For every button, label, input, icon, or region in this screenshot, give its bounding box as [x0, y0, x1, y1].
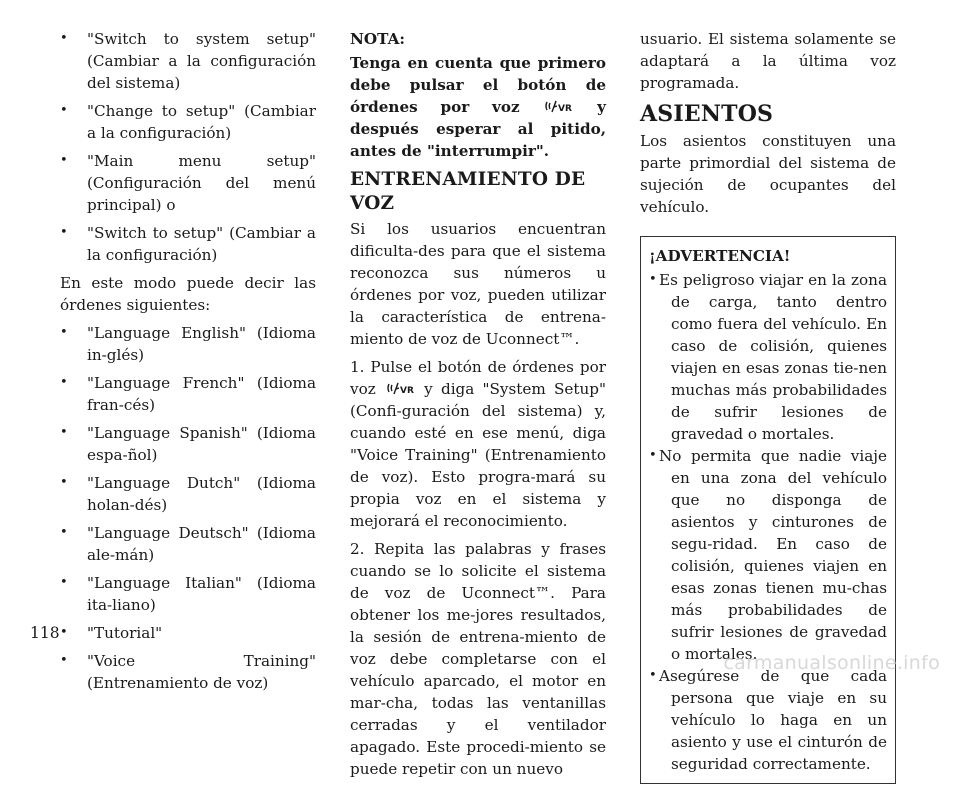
svg-text:VR: VR [558, 104, 573, 114]
list-item: • "Main menu setup" (Configuración del menú principal) o [60, 150, 316, 216]
list-item: • "Language French" (Idioma fran-cés) [60, 372, 316, 416]
step-1-part2: y diga "System Setup" (Confi-guración del sistema) y, cuando esté en ese menú, diga "Voice Training" (Entrenamiento de voz). Esto progra-mará su propia voz en el sistema y mejorará el reconocimiento. [350, 380, 606, 530]
list-item: • "Language Deutsch" (Idioma ale-mán) [60, 522, 316, 566]
note-text-part1: Tenga en cuenta que primero debe pulsar el botón de órdenes por voz [350, 54, 606, 116]
list-item: • "Switch to setup" (Cambiar a la configuración) [60, 222, 316, 266]
list-item: • "Change to setup" (Cambiar a la configuración) [60, 100, 316, 144]
list-item: • "Language Spanish" (Idioma espa-ñol) [60, 422, 316, 466]
warning-title: ¡ADVERTENCIA! [649, 247, 791, 265]
warning-box [640, 236, 896, 784]
voice-training-intro: Si los usuarios encuentran dificulta-des para que el sistema reconozca sus números u órdenes por voz, pueden utilizar la característica de entrena-miento de voz de Uconnect™. [350, 220, 606, 348]
note-title: NOTA: [350, 30, 405, 48]
list-item: • No permita que nadie viaje en una zona del vehículo que no disponga de asientos y cinturones de segu-ridad. En caso de colisión, quienes viajen en esas zonas tienen mu-chas más probabilidades de sufrir lesiones de gravedad o mortales. [649, 445, 887, 665]
step-1 [350, 356, 606, 532]
continuation-text: usuario. El sistema solamente se adaptará a la última voz programada. [640, 30, 896, 92]
list-item: • "Tutorial" [60, 622, 316, 644]
watermark: carmanualsonline.info [723, 652, 940, 674]
column-middle [350, 28, 606, 786]
voice-recognition-icon [386, 380, 414, 396]
commands-intro: En este modo puede decir las órdenes siguientes: [60, 274, 316, 314]
warning-list [649, 269, 887, 775]
list-item: • Asegúrese de que cada persona que viaje en su vehículo lo haga en un asiento y use el cinturón de seguridad correctamente. [649, 665, 887, 775]
step-2: 2. Repita las palabras y frases cuando se lo solicite el sistema de voz de Uconnect™. Para obtener los me-jores resultados, la sesión de entrena-miento de voz debe completarse con el vehículo aparcado, el motor en mar-cha, todas las ventanillas cerradas y el ventilador apagado. Este procedi-miento se puede repetir con un nuevo [350, 540, 606, 778]
section-heading-seats: ASIENTOS [640, 101, 774, 127]
language-commands-list [60, 322, 316, 694]
list-item: • "Language Dutch" (Idioma holan-dés) [60, 472, 316, 516]
section-heading-voice-training: ENTRENAMIENTO DE VOZ [350, 169, 586, 214]
step-1-part1: 1. Pulse el botón de órdenes por voz [350, 358, 606, 398]
list-item: • Es peligroso viajar en la zona de carga, tanto dentro como fuera del vehículo. En caso de colisión, quienes viajen en esas zonas tie-nen muchas más probabilidades de sufrir lesiones de gravedad o mortales. [649, 269, 887, 445]
voice-recognition-icon [544, 98, 572, 114]
svg-text:VR: VR [399, 386, 414, 396]
note-text [350, 52, 606, 162]
note-text-part2: y después esperar al pitido, antes de "interrumpir". [350, 98, 606, 160]
list-item: • "Voice Training" (Entrenamiento de voz) [60, 650, 316, 694]
list-item: • "Language English" (Idioma in-glés) [60, 322, 316, 366]
setup-commands-list [60, 28, 316, 266]
list-item: • "Switch to system setup" (Cambiar a la configuración del sistema) [60, 28, 316, 94]
column-left [60, 28, 316, 700]
page-number: 118 [30, 624, 60, 642]
seats-intro: Los asientos constituyen una parte primordial del sistema de sujeción de ocupantes del vehículo. [640, 132, 896, 216]
list-item: • "Language Italian" (Idioma ita-liano) [60, 572, 316, 616]
